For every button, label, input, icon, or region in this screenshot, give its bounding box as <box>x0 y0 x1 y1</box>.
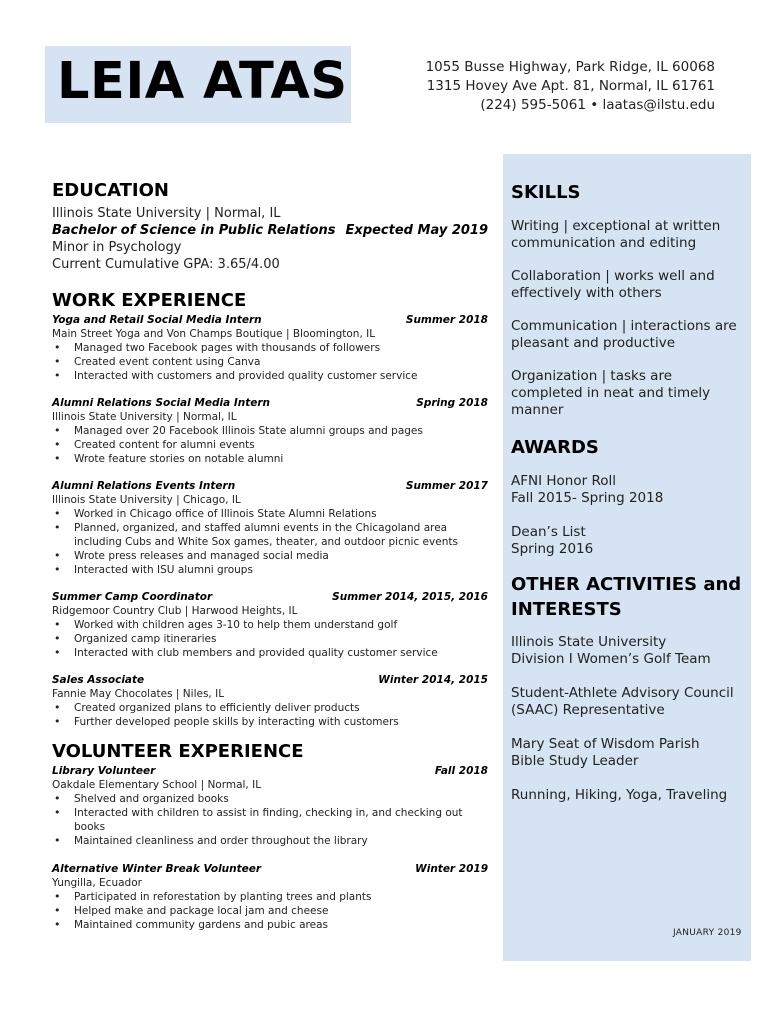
job-header <box>52 396 488 410</box>
sidebar-content <box>511 180 747 804</box>
job-date: Summer 2017 <box>405 480 488 492</box>
activities-heading: OTHER ACTIVITIES and INTERESTS <box>511 574 742 620</box>
main-column <box>52 180 488 932</box>
job-header <box>52 862 488 876</box>
job-header <box>52 764 488 778</box>
job-bullet: • Participated in reforestation by planting trees and plants <box>52 890 488 904</box>
activities-item-line2: (SAAC) Representative <box>511 702 665 718</box>
job-title: Alumni Relations Social Media Intern <box>52 397 270 409</box>
job-bullet: • Interacted with club members and provided quality customer service <box>52 646 488 660</box>
contact-info <box>426 58 715 115</box>
education-degree-row <box>52 222 488 239</box>
awards-item-line1: AFNI Honor Roll <box>511 473 616 489</box>
job-entry <box>52 590 488 660</box>
activities-list <box>511 634 747 804</box>
awards-item-line1: Dean’s List <box>511 524 586 540</box>
job-date: Winter 2019 <box>415 863 488 875</box>
activities-item-line2: Division I Women’s Golf Team <box>511 651 711 667</box>
job-place: Main Street Yoga and Von Champs Boutique | Bloomington, IL <box>52 328 376 340</box>
job-bullet: • Created content for alumni events <box>52 438 488 452</box>
job-title: Yoga and Retail Social Media Intern <box>52 314 262 326</box>
job-date: Summer 2014, 2015, 2016 <box>332 591 488 603</box>
activities-item <box>511 736 747 770</box>
work-list <box>52 313 488 729</box>
job-entry <box>52 313 488 383</box>
job-bullet: • Managed over 20 Facebook Illinois State alumni groups and pages <box>52 424 488 438</box>
job-entry <box>52 764 488 848</box>
skills-heading: SKILLS <box>511 182 581 203</box>
job-date: Spring 2018 <box>416 397 488 409</box>
activities-item <box>511 685 747 719</box>
job-bullet: • Maintained community gardens and pubic areas <box>52 918 488 932</box>
skill-item: Collaboration | works well and effectively with others <box>511 268 715 301</box>
activities-item-line2: Bible Study Leader <box>511 753 639 769</box>
job-title: Alternative Winter Break Volunteer <box>52 863 262 875</box>
job-date: Fall 2018 <box>434 765 488 777</box>
job-bullet: • Worked with children ages 3-10 to help them understand golf <box>52 618 488 632</box>
job-place: Illinois State University | Chicago, IL <box>52 494 241 506</box>
job-bullet: • Shelved and organized books <box>52 792 488 806</box>
education-degree: Bachelor of Science in Public Relations <box>52 223 336 238</box>
job-place: Ridgemoor Country Club | Harwood Heights, IL <box>52 605 298 617</box>
job-title: Alumni Relations Events Intern <box>52 480 236 492</box>
skill-item: Communication | interactions are pleasant and productive <box>511 318 737 351</box>
job-bullets <box>52 341 488 383</box>
activities-item-line1: Illinois State University <box>511 634 667 650</box>
job-bullet: • Created organized plans to efficiently deliver products <box>52 701 488 715</box>
job-bullet: • Further developed people skills by interacting with customers <box>52 715 488 729</box>
job-date: Winter 2014, 2015 <box>378 674 488 686</box>
volunteer-list <box>52 764 488 932</box>
job-bullets <box>52 424 488 466</box>
education-heading: EDUCATION <box>52 180 169 201</box>
education-school: Illinois State University | Normal, IL <box>52 206 281 221</box>
awards-item-line2: Fall 2015- Spring 2018 <box>511 490 664 506</box>
activities-item-line1: Mary Seat of Wisdom Parish <box>511 736 700 752</box>
job-header <box>52 590 488 604</box>
work-heading: WORK EXPERIENCE <box>52 290 247 311</box>
job-bullet: • Interacted with children to assist in finding, checking in, and checking out books <box>52 806 488 834</box>
job-title: Sales Associate <box>52 674 145 686</box>
job-entry <box>52 479 488 577</box>
job-entry <box>52 673 488 729</box>
awards-item <box>511 524 747 558</box>
footer-date: JANUARY 2019 <box>673 928 742 938</box>
job-bullet: • Worked in Chicago office of Illinois State Alumni Relations <box>52 507 488 521</box>
activities-item <box>511 787 747 804</box>
education-gpa: Current Cumulative GPA: 3.65/4.00 <box>52 257 280 272</box>
address-school: 1315 Hovey Ave Apt. 81, Normal, IL 61761 <box>426 78 715 94</box>
awards-list <box>511 473 747 558</box>
job-bullets <box>52 890 488 932</box>
job-bullet: • Organized camp itineraries <box>52 632 488 646</box>
job-bullets <box>52 701 488 729</box>
job-place: Fannie May Chocolates | Niles, IL <box>52 688 225 700</box>
job-bullet: • Interacted with customers and provided quality customer service <box>52 369 488 383</box>
awards-item-line2: Spring 2016 <box>511 541 594 557</box>
job-bullet: • Wrote feature stories on notable alumni <box>52 452 488 466</box>
job-place: Yungilla, Ecuador <box>52 877 142 889</box>
job-title: Library Volunteer <box>52 765 156 777</box>
skills-list <box>511 218 747 419</box>
job-header <box>52 313 488 327</box>
job-date: Summer 2018 <box>405 314 488 326</box>
job-bullets <box>52 507 488 577</box>
candidate-name: LEIA ATAS <box>57 52 348 111</box>
education-minor: Minor in Psychology <box>52 240 182 255</box>
job-bullet: • Maintained cleanliness and order throughout the library <box>52 834 488 848</box>
job-header <box>52 673 488 687</box>
job-title: Summer Camp Coordinator <box>52 591 213 603</box>
job-header <box>52 479 488 493</box>
awards-heading: AWARDS <box>511 437 599 458</box>
skill-item: Organization | tasks are completed in neat and timely manner <box>511 368 711 418</box>
job-bullet: • Helped make and package local jam and cheese <box>52 904 488 918</box>
job-entry <box>52 396 488 466</box>
address-home: 1055 Busse Highway, Park Ridge, IL 60068 <box>425 59 715 75</box>
job-place: Oakdale Elementary School | Normal, IL <box>52 779 262 791</box>
skill-item: Writing | exceptional at written communication and editing <box>511 218 721 251</box>
awards-item <box>511 473 747 507</box>
job-entry <box>52 862 488 932</box>
volunteer-heading: VOLUNTEER EXPERIENCE <box>52 741 304 762</box>
education-expected: Expected May 2019 <box>345 223 488 238</box>
job-bullet: • Created event content using Canva <box>52 355 488 369</box>
job-bullet: • Wrote press releases and managed social media <box>52 549 488 563</box>
activities-item-line1: Running, Hiking, Yoga, Traveling <box>511 787 728 803</box>
job-bullet: • Interacted with ISU alumni groups <box>52 563 488 577</box>
job-bullet: • Planned, organized, and staffed alumni events in the Chicagoland area including Cubs and White Sox games, theater, and outdoor picnic events <box>52 521 488 549</box>
job-bullets <box>52 618 488 660</box>
phone-email: (224) 595-5061 • laatas@ilstu.edu <box>480 97 715 113</box>
job-bullet: • Managed two Facebook pages with thousands of followers <box>52 341 488 355</box>
job-place: Illinois State University | Normal, IL <box>52 411 237 423</box>
activities-item <box>511 634 747 668</box>
activities-item-line1: Student-Athlete Advisory Council <box>511 685 734 701</box>
job-bullets <box>52 792 488 848</box>
